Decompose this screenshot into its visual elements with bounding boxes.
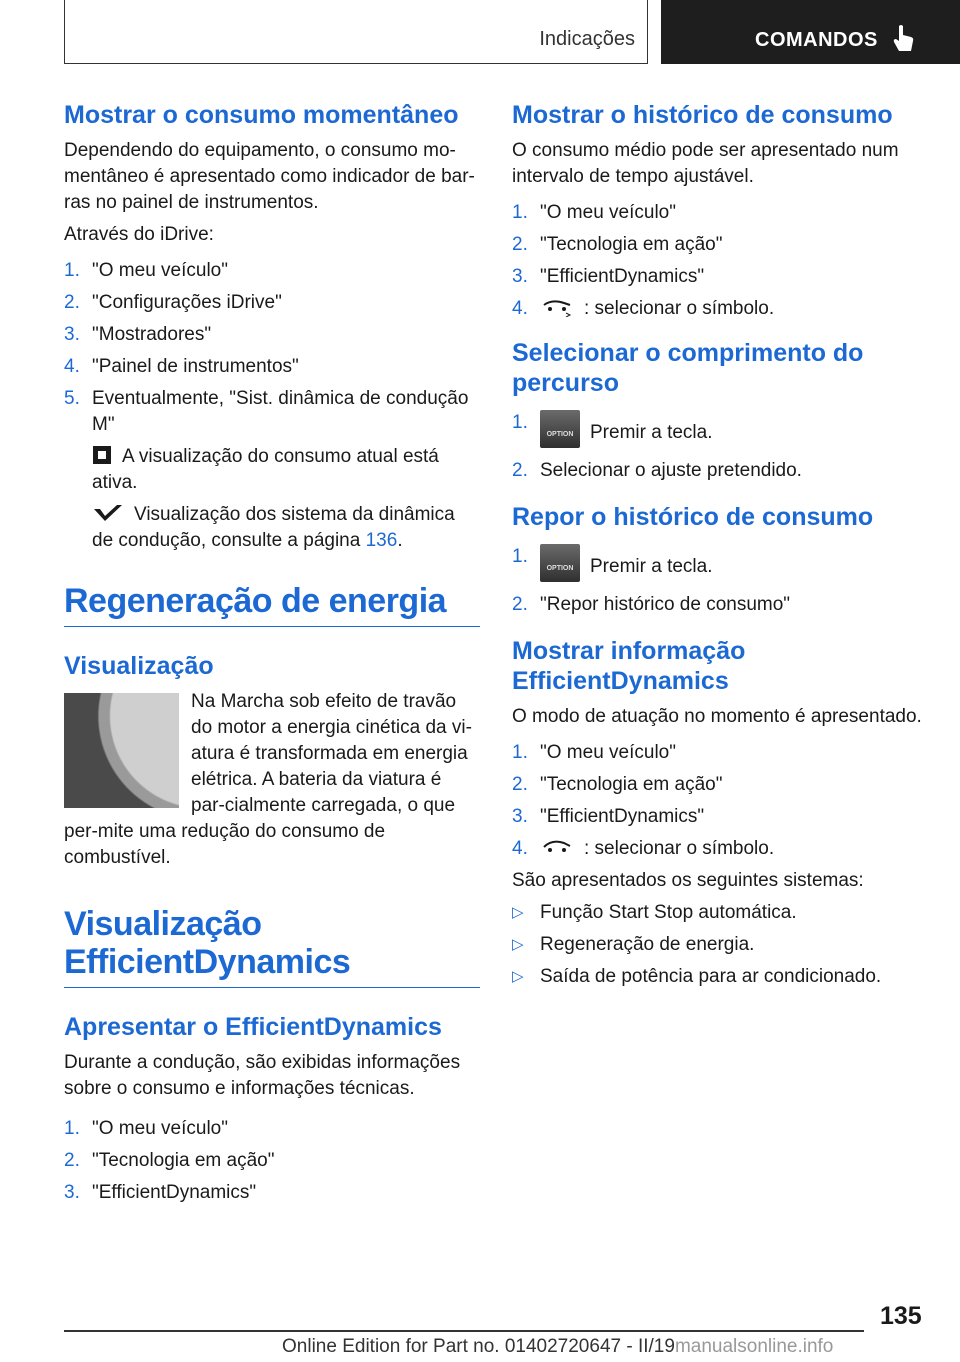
list-item: 3. "Mostradores" [64, 324, 212, 345]
triangle-bullet-icon: ▷ [512, 936, 524, 953]
chapter-title: Visualização EfficientDynamics [64, 905, 480, 988]
list-item: 1. "O meu veículo" [64, 260, 228, 281]
right-column [512, 100, 928, 996]
chapter-title: Regeneração de energia [64, 582, 480, 627]
section-title: Mostrar informação EfficientDynamics [512, 637, 746, 695]
header-section-title: Indicações [539, 28, 635, 50]
list-item: ▷ Função Start Stop automática. [512, 900, 928, 926]
step-list [512, 200, 928, 322]
list-item: 4. : selecionar o símbolo. [512, 298, 775, 319]
header-section-box [64, 0, 648, 64]
footer-divider [64, 1330, 864, 1332]
system-list [512, 900, 928, 990]
list-item: 3. "EfficientDynamics" [512, 266, 705, 287]
option-key-icon: OPTION [540, 410, 580, 448]
list-item: 2. Selecionar o ajuste pretendido. [512, 460, 802, 481]
list-item: 1. OPTION Premir a tecla. [512, 410, 928, 448]
paragraph: Dependendo do equipamento, o consumo mo-mentâneo é apresentado como indicador de bar-ras no painel de instrumentos. [64, 140, 475, 213]
list-item: 1. OPTION Premir a tecla. [512, 544, 928, 582]
footer-edition: Online Edition for Part no. 01402720647 - II/19manualsonline.info [282, 1336, 834, 1357]
efficient-dynamics-icon [540, 837, 574, 857]
car-history-icon [540, 297, 574, 317]
paragraph: Durante a condução, são exibidas informações sobre o consumo e informações técnicas. [64, 1052, 461, 1099]
list-item: 2. "Configurações iDrive" [64, 292, 282, 313]
gauge-image [64, 693, 179, 808]
list-item: 1. "O meu veículo" [512, 742, 676, 763]
paragraph: O consumo médio pode ser apresentado num intervalo de tempo ajustável. [512, 140, 899, 187]
arrow-note: Visualização dos sistema da dinâmica de condução, consulte a página 136. [92, 504, 455, 551]
section-title: Selecionar o comprimento do percurso [512, 339, 864, 397]
header-chapter-title: COMANDOS [755, 29, 878, 51]
list-item: 2. "Tecnologia em ação" [64, 1150, 275, 1171]
page-number: 135 [880, 1302, 922, 1330]
list-item: 3. "EfficientDynamics" [64, 1182, 257, 1203]
list-item: 1. "O meu veículo" [512, 202, 676, 223]
section-title: Mostrar o histórico de consumo [512, 101, 893, 129]
step-list [512, 410, 928, 484]
checkbox-note: A visualização do consumo atual está ativa. [92, 446, 439, 493]
paragraph: Na Marcha sob efeito de travão do motor a energia cinética da vi-atura é transformada em energia elétrica. A bateria da viatura é par-cialmente carregada, o que per-mite uma redução do consumo de combustível. [64, 691, 472, 868]
step-list [512, 740, 928, 862]
regeneration-block [64, 689, 480, 871]
list-item: ▷ Regeneração de energia. [512, 932, 928, 958]
section-title: Mostrar o consumo momentâneo [64, 101, 459, 129]
step-list [64, 1116, 480, 1206]
reference-arrow-icon [92, 503, 124, 523]
checked-box-icon [92, 445, 112, 465]
pointing-hand-icon [893, 24, 915, 54]
triangle-bullet-icon: ▷ [512, 968, 524, 985]
paragraph: Através do iDrive: [64, 224, 214, 245]
left-column [64, 100, 480, 1212]
paragraph: O modo de atuação no momento é apresentado. [512, 706, 922, 727]
list-item: ▷ Saída de potência para ar condicionado. [512, 964, 928, 990]
paragraph: São apresentados os seguintes sistemas: [512, 870, 864, 891]
watermark: manualsonline.info [674, 1336, 834, 1357]
header-chapter-tab [661, 0, 960, 64]
list-item: 4. "Painel de instrumentos" [64, 356, 299, 377]
list-item: 3. "EfficientDynamics" [512, 806, 705, 827]
step-list [64, 258, 480, 438]
option-key-icon: OPTION [540, 544, 580, 582]
list-item: 2. "Tecnologia em ação" [512, 234, 723, 255]
section-title: Visualização [64, 652, 214, 680]
list-item: 1. "O meu veículo" [64, 1118, 228, 1139]
list-item: 2. "Tecnologia em ação" [512, 774, 723, 795]
section-title: Apresentar o EfficientDynamics [64, 1013, 442, 1041]
section-title: Repor o histórico de consumo [512, 503, 874, 531]
page-link[interactable]: 136 [365, 530, 398, 551]
triangle-bullet-icon: ▷ [512, 904, 524, 921]
list-item: 4. : selecionar o símbolo. [512, 838, 775, 859]
step-list [512, 544, 928, 618]
list-item: 5. Eventualmente, "Sist. dinâmica de condução M" [64, 388, 469, 435]
list-item: 2. "Repor histórico de consumo" [512, 594, 791, 615]
